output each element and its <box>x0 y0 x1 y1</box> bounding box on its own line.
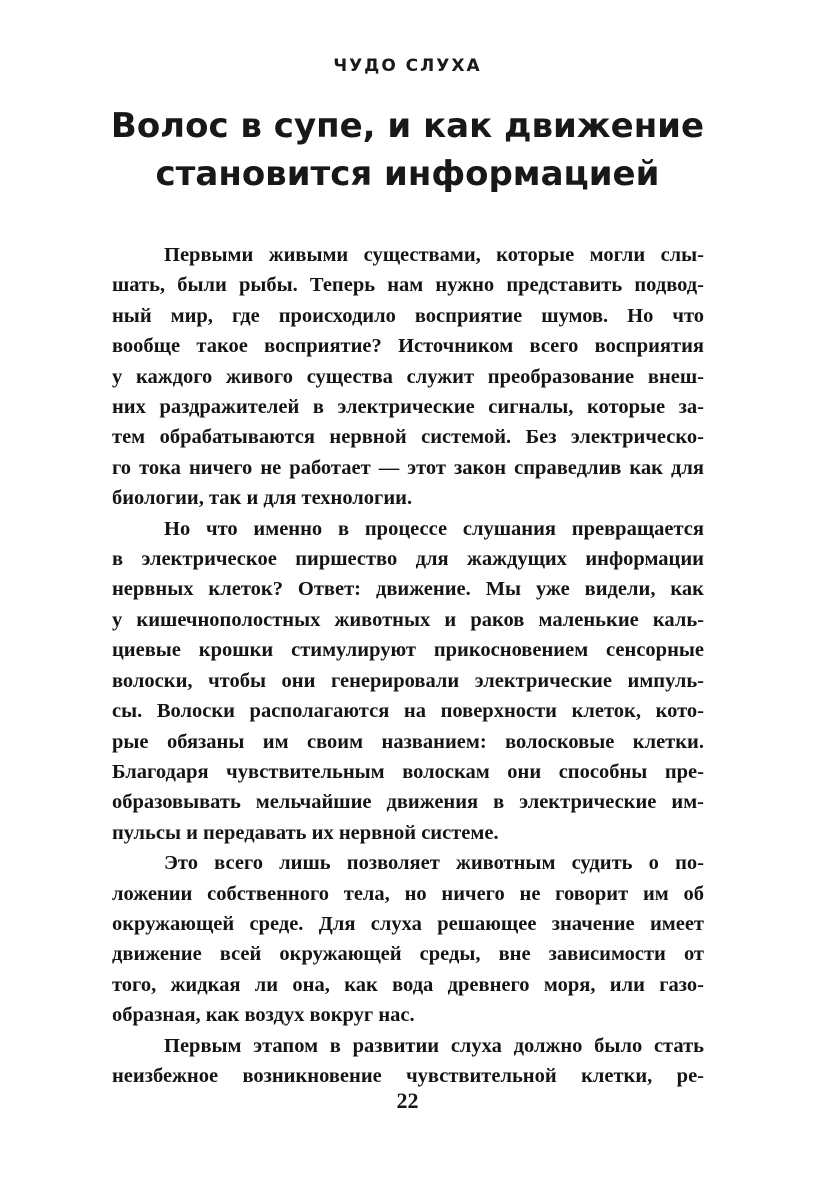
text-line: Первым этапом в развитии слуха должно было стать <box>164 1034 704 1057</box>
text-line: них раздражителей в электрические сигналы, которые за- <box>112 396 704 419</box>
paragraph <box>112 848 704 1030</box>
text-line: Первыми живыми существами, которые могли слы- <box>164 244 704 266</box>
text-line: Благодаря чувствительным волоскам они способны пре- <box>112 760 704 783</box>
text-line: образная, как воздух вокруг нас. <box>112 1004 415 1027</box>
running-head: ЧУДО СЛУХА <box>333 56 482 76</box>
paragraph <box>112 514 704 848</box>
text-line: движение всей окружающей среды, вне зависимости от <box>112 943 704 966</box>
body-text <box>112 240 704 1091</box>
text-line: волоски, чтобы они генерировали электрические импуль- <box>112 669 704 692</box>
text-line: в электрическое пиршество для жаждущих информации <box>112 548 704 571</box>
text-line: нервных клеток? Ответ: движение. Мы уже видели, как <box>112 578 704 601</box>
text-line: Это всего лишь позволяет животным судить о по- <box>164 852 704 875</box>
text-line: окружающей среде. Для слуха решающее значение имеет <box>112 912 704 935</box>
text-line: пульсы и передавать их нервной системе. <box>112 821 499 844</box>
text-line: того, жидкая ли она, как вода древнего моря, или газо- <box>112 973 704 996</box>
text-line: тем обрабатываются нервной системой. Без электрическо- <box>112 426 704 449</box>
text-line: образовывать мельчайшие движения в электрические им- <box>112 791 704 814</box>
text-line: шать, были рыбы. Теперь нам нужно представить подвод- <box>112 274 704 297</box>
chapter-title <box>0 102 815 198</box>
text-line: вообще такое восприятие? Источником всего восприятия <box>112 335 704 358</box>
text-line: рые обязаны им своим названием: волосковые клетки. <box>112 730 704 753</box>
chapter-title-line: становится информацией <box>155 154 660 194</box>
paragraph <box>112 1031 704 1092</box>
page-number: 22 <box>396 1088 419 1113</box>
text-line: неизбежное возникновение чувствительной клетки, ре- <box>112 1064 704 1087</box>
text-line: ложении собственного тела, но ничего не говорит им об <box>112 882 704 905</box>
text-line: циевые крошки стимулируют прикосновением сенсорные <box>112 639 704 662</box>
chapter-title-line: Волос в супе, и как движение <box>110 106 705 146</box>
text-line: го тока ничего не работает — этот закон справедлив как для <box>112 456 704 479</box>
text-line: у каждого живого существа служит преобразование внеш- <box>112 365 704 388</box>
paragraph <box>112 240 704 514</box>
text-line: сы. Волоски располагаются на поверхности клеток, кото- <box>112 700 704 723</box>
text-line: биологии, так и для технологии. <box>112 487 413 510</box>
text-line: Но что именно в процессе слушания превращается <box>164 517 704 540</box>
text-line: у кишечнополостных животных и раков маленькие каль- <box>112 608 704 631</box>
text-line: ный мир, где происходило восприятие шумов. Но что <box>112 304 704 327</box>
